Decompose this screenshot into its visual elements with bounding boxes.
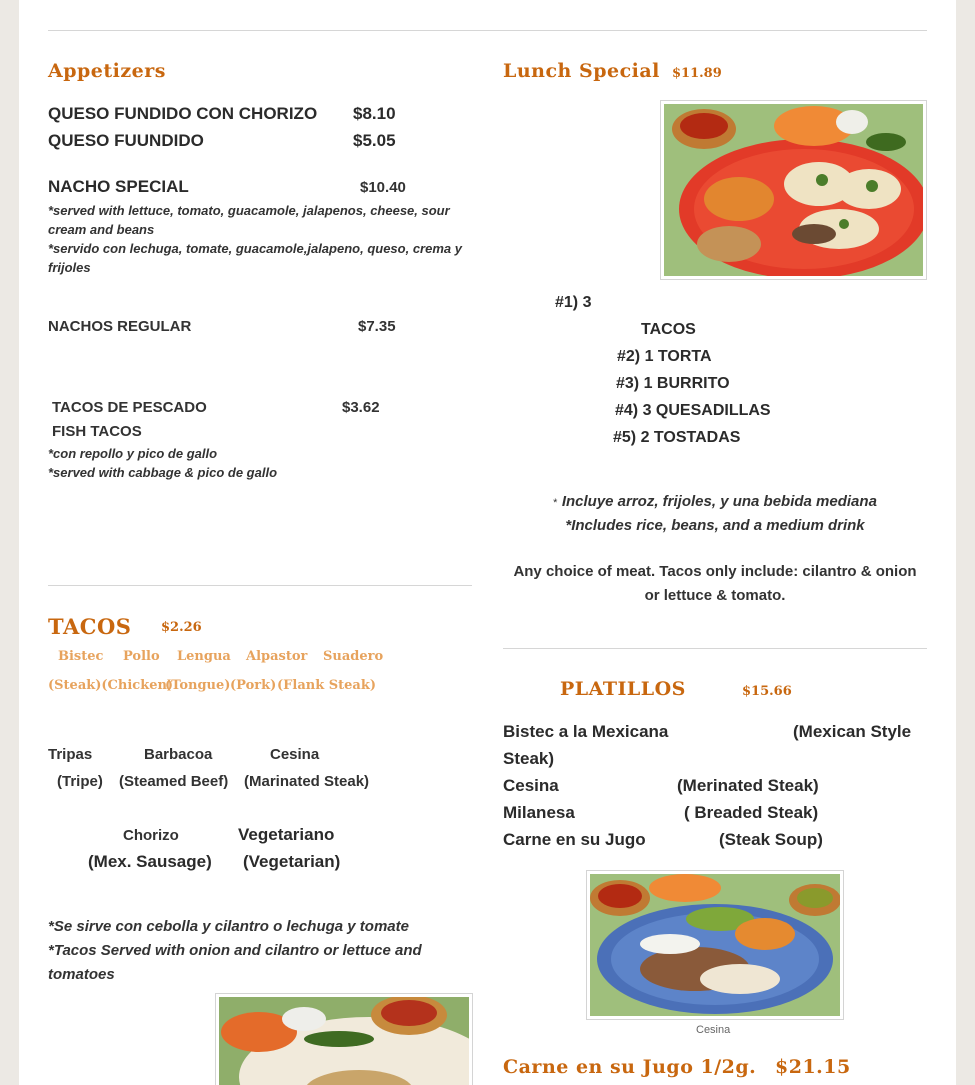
nacho-special-note-en: *served with lettuce, tomato, guacamole, jalapenos, cheese, sour cream and beans (48, 203, 450, 237)
appetizers-heading: Appetizers (48, 60, 166, 82)
cesina-photo (590, 874, 840, 1016)
lunch-option-4: #4) 3 QUESADILLAS (615, 402, 771, 419)
platillo-desc-4: (Steak Soup) (719, 830, 823, 849)
lunch-includes-en: *Includes rice, beans, and a medium drink (565, 517, 865, 534)
platillo-name-1: Bistec a la Mexicana (503, 722, 669, 741)
taco-meat-en-3: (Pork) (230, 678, 277, 693)
tacos-note-en: *Tacos Served with onion and cilantro or lettuce and tomatoes (48, 942, 422, 983)
platillo-name-3: Milanesa (503, 803, 575, 822)
taco-meat-en-4: (Flank Steak) (277, 678, 376, 693)
taco-meat-lengua: Lengua (177, 649, 231, 664)
left-divider (48, 585, 472, 586)
appetizer-price-2: $5.05 (353, 131, 396, 150)
lunch-option-1: #1) 3 (555, 294, 592, 311)
taco-meat-en-2: (Tongue) (165, 678, 231, 693)
lunch-option-2: #2) 1 TORTA (617, 348, 712, 365)
lunch-meat-note: Any choice of meat. Tacos only include: cilantro & onion or lettuce & tomato. (513, 563, 917, 604)
carne-jugo-price: $21.15 (775, 1056, 851, 1078)
appetizer-name-1: QUESO FUNDIDO CON CHORIZO (48, 104, 318, 123)
tacos-price: $2.26 (161, 620, 202, 635)
appetizer-name-2: QUESO FUUNDIDO (48, 131, 204, 150)
taco-meat-en-1: (Steak)(Chicken) (48, 678, 174, 693)
tacos-pescado-note-es: *con repollo y pico de gallo (48, 446, 218, 461)
platillo-desc-3: ( Breaded Steak) (684, 803, 819, 822)
lunch-includes-star: * (553, 497, 558, 509)
lunch-special-photo-frame (660, 100, 927, 280)
taco-meat-pollo: Pollo (123, 649, 160, 664)
tacos-note-es: *Se sirve con cebolla y cilantro o lechuga y tomate (48, 918, 409, 935)
taco-marinated-steak-en: (Marinated Steak) (244, 773, 370, 790)
nacho-special-price: $10.40 (360, 179, 406, 196)
tacos-pescado-name: TACOS DE PESCADO (52, 399, 207, 416)
platillo-desc-2: (Merinated Steak) (677, 776, 819, 795)
nacho-special-name: NACHO SPECIAL (48, 177, 189, 196)
carne-jugo-name: Carne en su Jugo 1/2g. (503, 1056, 757, 1078)
lunch-includes-line-es (503, 493, 927, 511)
taco-meat-suadero: Suadero (323, 649, 384, 664)
taco-cesina: Cesina (270, 746, 320, 763)
nacho-special-note-es: *servido con lechuga, tomate, guacamole,jalapeno, queso, crema y frijoles (48, 241, 462, 275)
platillo-desc-1b: Steak) (503, 749, 555, 768)
taco-steamed-beef-en: (Steamed Beef) (119, 773, 229, 790)
lunch-special-photo (664, 104, 923, 276)
platillo-name-4: Carne en su Jugo (503, 830, 646, 849)
taco-barbacoa: Barbacoa (144, 746, 213, 763)
cesina-photo-frame (586, 870, 844, 1020)
tacos-heading: TACOS (48, 614, 132, 639)
platillo-name-2: Cesina (503, 776, 559, 795)
taco-vegetariano: Vegetariano (238, 825, 335, 844)
taco-tripe-en: (Tripe) (57, 773, 103, 790)
lunch-option-5: #5) 2 TOSTADAS (613, 429, 741, 446)
top-divider (48, 30, 927, 31)
platillos-price: $15.66 (742, 684, 792, 699)
lunch-special-heading: Lunch Special (503, 60, 660, 82)
taco-meat-bistec: Bistec (58, 649, 104, 664)
platillos-heading: PLATILLOS (560, 678, 686, 700)
tacos-photo-frame (215, 993, 473, 1085)
nachos-regular-price: $7.35 (358, 318, 396, 335)
lunch-option-1b: TACOS (641, 321, 696, 338)
tacos-pescado-price: $3.62 (342, 399, 380, 416)
lunch-includes-es: Incluye arroz, frijoles, y una bebida mediana (561, 493, 877, 510)
taco-meat-alpastor: Alpastor (246, 649, 308, 664)
right-divider (503, 648, 927, 649)
fish-tacos-name: FISH TACOS (52, 423, 142, 440)
platillo-desc-1: (Mexican Style (793, 722, 912, 741)
taco-vegetarian-en: (Vegetarian) (243, 852, 341, 871)
tacos-photo (219, 997, 469, 1085)
appetizer-price-1: $8.10 (353, 104, 396, 123)
taco-mex-sausage-en: (Mex. Sausage) (88, 852, 212, 871)
lunch-option-3: #3) 1 BURRITO (616, 375, 730, 392)
taco-tripas: Tripas (48, 746, 93, 763)
tacos-pescado-note-en: *served with cabbage & pico de gallo (48, 465, 278, 480)
lunch-special-price: $11.89 (672, 66, 722, 81)
nachos-regular-name: NACHOS REGULAR (48, 318, 192, 335)
menu-page (19, 0, 956, 1085)
taco-chorizo: Chorizo (123, 827, 179, 844)
cesina-photo-caption: Cesina (696, 1024, 731, 1036)
